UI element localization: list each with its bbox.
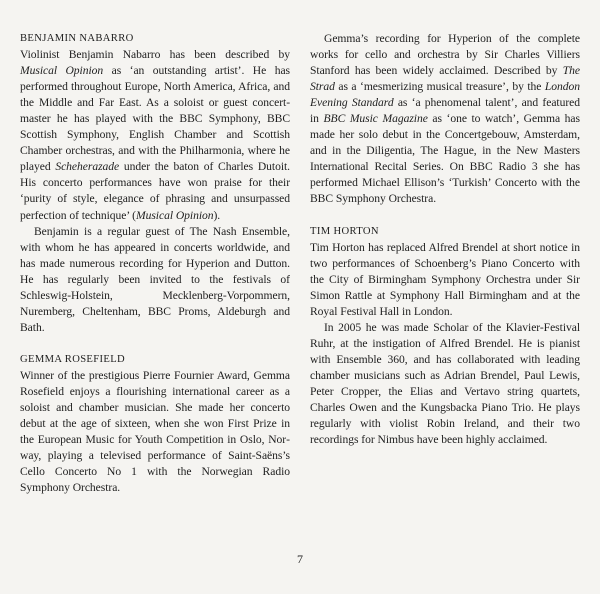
nabarro-section [20,31,290,336]
rosefield-heading: GEMMA ROSEFIELD [20,353,126,365]
rosefield-paragraph-2: Gemma’s recording for Hyperion of the complete works for cello and orchestra by Sir Charles Villiers Stanford has been widely acclaimed. Described by The Strad as a ‘mesmerizing musical treasure’, by the London Evening Standard as ‘a phenomenal talent’, and featured in BBC Music Magazine as ‘one to watch’, Gemma has made her solo debut in the Concertgebouw, Amsterdam, and in the Diligentia, The Hague, in the New Masters International Recital Series. On BBC Radio 3 she has performed Michael Ellison’s ‘Turkish’ Concerto with the BBC Symphony Orchestra. [310,32,580,206]
horton-paragraph-2: In 2005 he was made Scholar of the Klavier-Festival Ruhr, at the instigation of Alfred Brendel. He is pianist with Ensemble 360, and has collaborated with leading chamber musicians such as Adrian Brendel, Paul Lewis, Peter Cropper, the Elias and Vertavo string quartets, Charles Owen and the Kungsbacka Piano Trio. He plays regularly with violist Robin Ireland, and their two recordings for Nimbus have been highly acclaimed. [310,320,580,447]
rosefield-section [20,352,290,496]
publication-title: Musical Opinion [135,208,214,222]
horton-paragraph-1: Tim Horton has replaced Alfred Brendel at short notice in two performances of Schoenberg’s Piano Concerto with the City of Birmingham Symphony Orchestra under Sir Simon Rattle at Symphony Hall Birmingham and at the Royal Festival Hall in London. [310,240,580,318]
horton-heading: TIM HORTON [310,225,379,237]
right-column [310,31,580,448]
publication-title: BBC Music Magazine [323,112,428,126]
left-column [20,31,290,496]
horton-section [310,224,580,449]
page-number: 7 [297,552,303,566]
rosefield-paragraph-1: Winner of the prestigious Pierre Fournier Award, Gemma Rosefield enjoys a flourishing international career as a soloist and chamber musician. She made her concerto debut at the age of sixteen, when she won First Prize in the European Music for Youth Competition in Oslo, Norway, playing a televised performance of Saint-Saëns’s Cello Concerto No 1 with the Norwegian Radio Symphony Orchestra. [20,368,290,495]
publication-title: London Evening Standard [310,80,580,110]
nabarro-paragraph-2: Benjamin is a regular guest of The Nash Ensemble, with whom he has appeared in concerts worldwide, and has made numerous recording for Hyperion and Dutton. He has regularly been invited to the festivals of Schleswig-Holstein, Mecklenberg-Vorpommern, Nuremberg, Cheltenham, BBC Proms, Aldeburgh and Bath. [20,224,290,334]
nabarro-paragraph-1: Violinist Benjamin Nabarro has been described by Musical Opinion as ‘an outstanding artist’. He has performed throughout Europe, North America, Africa, and the Middle and Far East. As a soloist or guest concert-master he has played with the BBC Symphony, BBC Scottish Symphony, English Chamber and Scottish Chamber orchestras, and with the Philharmonia, where he played Scheherazade under the baton of Charles Dutoit. His concerto performances have won praise for their ‘purity of style, elegance of phrasing and unsurpassed perfection of technique’ (Musical Opinion). [20,48,291,222]
publication-title: The Strad [310,64,580,94]
work-title: Scheherazade [55,160,120,174]
nabarro-heading: BENJAMIN NABARRO [20,33,134,44]
publication-title: Musical Opinion [20,64,104,78]
rosefield-continued-section [310,31,580,208]
